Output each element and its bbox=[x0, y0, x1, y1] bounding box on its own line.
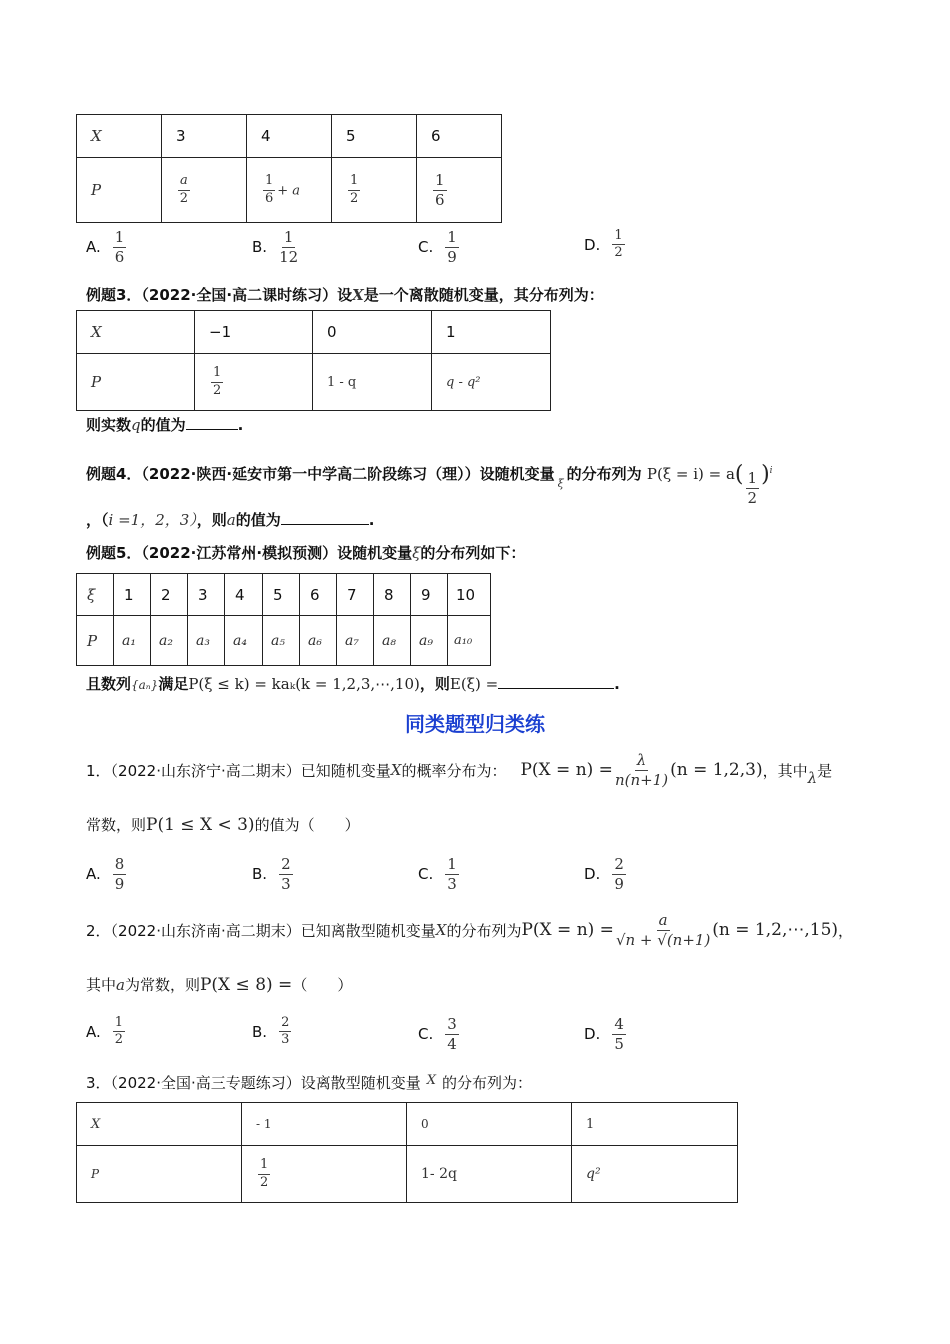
p3-header-x: X bbox=[77, 1103, 242, 1146]
option-b[interactable]: B. $\frac{1}{12}$ bbox=[252, 228, 299, 266]
example3-title: 例题3．（2022·全国·高二课时练习）设X是一个离散随机变量，其分布列为： bbox=[86, 286, 604, 304]
problem1-option-d[interactable]: D. $\frac{2}{9}$ bbox=[584, 855, 624, 893]
distribution-table-ex3 bbox=[76, 310, 551, 411]
ex5-header-cell: 4 bbox=[225, 574, 263, 616]
option-d[interactable]: D. $\frac{1}{2}$ bbox=[584, 228, 623, 261]
ex5-header-cell: 3 bbox=[188, 574, 225, 616]
problem1-formula: P(X = n) = $\frac{\lambda}{n(n+1)}$ (n = 1,2,3) bbox=[520, 751, 763, 789]
answer-blank[interactable] bbox=[186, 429, 238, 430]
ex5-cell: a₂ bbox=[151, 616, 188, 666]
ex5-cell: a₁ bbox=[114, 616, 151, 666]
problem2-formula: P(X = n) = $\frac{a}{√n + √(n+1)}$ (n = 1,2,⋯,15) bbox=[521, 911, 839, 949]
ex5-cell: a₆ bbox=[300, 616, 337, 666]
option-a[interactable]: A. $\frac{1}{6}$ bbox=[86, 228, 125, 266]
answer-blank[interactable] bbox=[498, 688, 614, 689]
ex5-header-cell: 2 bbox=[151, 574, 188, 616]
example4-title: 例题4．（2022·陕西·延安市第一中学高二阶段练习（理））设随机变量$_\xi$的分布列为 P(ξ = i) = a( $\frac{1}{2}$ )$^i$ bbox=[86, 462, 773, 507]
example5-condition: 且数列{aₙ}满足P(ξ ≤ k) = kaₖ(k = 1,2,3,⋯,10)，则E(ξ) = . bbox=[86, 675, 620, 693]
p3-header-cell: - 1 bbox=[242, 1103, 407, 1146]
p3-row-label: P bbox=[77, 1146, 242, 1203]
distribution-table-ex5 bbox=[76, 573, 491, 666]
ex3-header-cell: −1 bbox=[195, 311, 313, 354]
ex5-header-cell: 5 bbox=[263, 574, 300, 616]
ex5-header-cell: 6 bbox=[300, 574, 337, 616]
p3-header-cell: 0 bbox=[407, 1103, 572, 1146]
ex5-row-label: P bbox=[77, 616, 114, 666]
table1-header-x: X bbox=[77, 115, 162, 158]
problem2-option-a[interactable]: A. $\frac{1}{2}$ bbox=[86, 1015, 124, 1048]
problem2-line1: 2．（2022·山东济南·高二期末）已知离散型随机变量 X 的分布列为 P(X = n) = $\frac{a}{√n + √(n+1)}$ (n = 1,2,⋯,15) ， bbox=[86, 911, 854, 949]
problem1-option-b[interactable]: B. $\frac{2}{3}$ bbox=[252, 855, 291, 893]
distribution-table-1 bbox=[76, 114, 502, 223]
problem2-option-b[interactable]: B. $\frac{2}{3}$ bbox=[252, 1015, 290, 1048]
table1-header-cell: 5 bbox=[332, 115, 417, 158]
ex3-cell: q - q² bbox=[432, 354, 551, 411]
ex5-header-cell: 9 bbox=[411, 574, 448, 616]
section-heading: 同类题型归类练 bbox=[405, 712, 545, 736]
problem1-option-c[interactable]: C. $\frac{1}{3}$ bbox=[418, 855, 457, 893]
ex3-cell: 1 - q bbox=[313, 354, 432, 411]
ex3-header-cell: 0 bbox=[313, 311, 432, 354]
problem1-option-a[interactable]: A. $\frac{8}{9}$ bbox=[86, 855, 125, 893]
table1-header-cell: 6 bbox=[417, 115, 502, 158]
option-c[interactable]: C. $\frac{1}{9}$ bbox=[418, 228, 457, 266]
ex5-cell: a₈ bbox=[374, 616, 411, 666]
p3-header-cell: 1 bbox=[572, 1103, 738, 1146]
p3-cell: q² bbox=[572, 1146, 738, 1203]
ex5-header-cell: 10 bbox=[448, 574, 491, 616]
ex3-header-x: X bbox=[77, 311, 195, 354]
ex5-header-cell: 8 bbox=[374, 574, 411, 616]
problem2-option-c[interactable]: C. $\frac{3}{4}$ bbox=[418, 1015, 457, 1053]
ex5-cell: a₅ bbox=[263, 616, 300, 666]
ex3-row-label: P bbox=[77, 354, 195, 411]
ex5-cell: a₄ bbox=[225, 616, 263, 666]
distribution-table-p3 bbox=[76, 1102, 738, 1203]
table1-cell: $\frac{1}{6}$ bbox=[417, 158, 502, 223]
problem1-line1: 1．（2022·山东济宁·高二期末）已知随机变量 X 的概率分布为： P(X = n) = $\frac{\lambda}{n(n+1)}$ (n = 1,2,3) ，其中 λ 是 bbox=[86, 751, 833, 789]
ex5-cell: a₃ bbox=[188, 616, 225, 666]
table1-row-label: P bbox=[77, 158, 162, 223]
ex5-cell: a₇ bbox=[337, 616, 374, 666]
ex5-header-cell: 7 bbox=[337, 574, 374, 616]
example5-title: 例题5．（2022·江苏常州·模拟预测）设随机变量ξ的分布列如下： bbox=[86, 544, 526, 562]
table1-cell: $\frac{1}{2}$ bbox=[332, 158, 417, 223]
ex5-header-xi: ξ bbox=[77, 574, 114, 616]
table1-cell: $\frac{a}{2}$ bbox=[162, 158, 247, 223]
p3-cell: 1- 2q bbox=[407, 1146, 572, 1203]
table1-header-cell: 4 bbox=[247, 115, 332, 158]
problem2-line2: 其中a为常数，则P(X ≤ 8) =（ ） bbox=[86, 975, 353, 995]
problem1-line2: 常数，则P(1 ≤ X < 3)的值为（ ） bbox=[86, 815, 360, 835]
example4-line2: ，（i =1，2，3），则a的值为 . bbox=[86, 511, 375, 529]
ex5-cell: a₁₀ bbox=[448, 616, 491, 666]
problem3-line: 3．（2022·全国·高三专题练习）设离散型随机变量 X 的分布列为： bbox=[86, 1073, 533, 1092]
problem2-option-d[interactable]: D. $\frac{4}{5}$ bbox=[584, 1015, 624, 1053]
table1-cell: $\frac{1}{6}$ + a bbox=[247, 158, 332, 223]
example3-question: 则实数q的值为 . bbox=[86, 416, 244, 434]
p3-cell: $\frac{1}{2}$ bbox=[242, 1146, 407, 1203]
ex5-header-cell: 1 bbox=[114, 574, 151, 616]
answer-blank[interactable] bbox=[281, 524, 369, 525]
table1-header-cell: 3 bbox=[162, 115, 247, 158]
ex5-cell: a₉ bbox=[411, 616, 448, 666]
ex3-cell: $\frac{1}{2}$ bbox=[195, 354, 313, 411]
ex4-formula: P(ξ = i) = a( $\frac{1}{2}$ )$^i$ bbox=[646, 462, 773, 507]
ex3-header-cell: 1 bbox=[432, 311, 551, 354]
